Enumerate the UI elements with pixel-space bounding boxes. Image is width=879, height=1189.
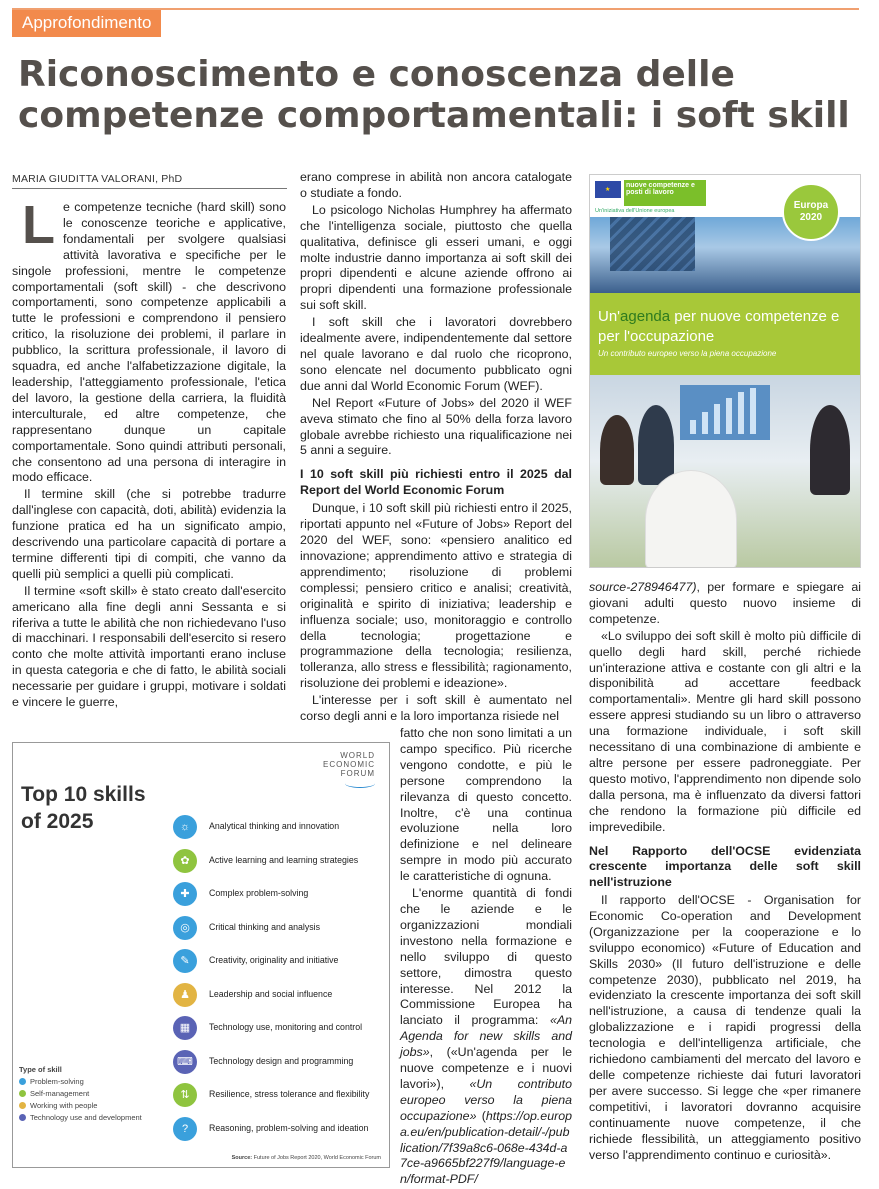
skill-item (173, 1083, 383, 1109)
skill-item (173, 815, 383, 841)
person-figure (600, 415, 634, 485)
column-2 (300, 170, 572, 726)
legend-dot-icon (19, 1114, 26, 1121)
skill-item (173, 1050, 383, 1076)
legend-item (19, 1077, 142, 1086)
column-3 (589, 580, 861, 1164)
solar-panel-shape (610, 217, 695, 271)
skill-label: Reasoning, problem-solving and ideation (209, 1122, 369, 1133)
cover-title (598, 307, 848, 347)
office-people-photo (590, 375, 860, 567)
article-title: Riconoscimento e conoscenza delle competenze comportamentali: i soft skill (18, 54, 850, 136)
legend-dot-icon (19, 1102, 26, 1109)
cover-title-highlight: agenda (620, 308, 671, 325)
infographic-source (232, 1155, 381, 1161)
paragraph-text: L'enorme quantità di fondi che le aziende e le organizzazioni mondiali investono nella formazione e nello sviluppo di questo settore, dimostra questo interesse. Nel 2012 la Commissione Europea ha lanciato il programma: (400, 886, 572, 1028)
skill-type-legend (19, 1065, 142, 1125)
program-title-en: «An Agenda for new skills and jobs» (400, 1013, 572, 1060)
skill-label: Critical thinking and analysis (209, 921, 320, 932)
logo-arc-icon (345, 779, 375, 788)
skill-label: Technology use, monitoring and control (209, 1022, 363, 1032)
wef-logo (323, 751, 375, 788)
question-icon: ? (173, 1117, 197, 1141)
group-icon: ♟ (173, 983, 197, 1007)
legend-item (19, 1113, 142, 1122)
cover-subtitle: Un contributo europeo verso la piena occupazione (598, 349, 777, 358)
paragraph: «Lo sviluppo dei soft skill è molto più difficile di quello degli hard skill, perché richiede un'interazione attiva e costante con gli altri e la disponibilità ad accettare feedback comportamentali». Mentre gli hard skill possono essere appresi studiando su un libro o attraverso una formazione individuale, i soft skill necessitano di una combinazione di ambiente e altre persone per essere padroneggiate. Per questo motivo, l'apprendimento non dipende solo dalla persona, ma è influenzato da diversi fattori che rendono la formazione più difficile ed imprevedibile. (589, 628, 861, 834)
paragraph: fatto che non sono limitati a un campo specifico. Più ricerche vengono condotte, e più le persone comprendono la rilevanza di questo concetto. Inoltre, c'è una continua evoluzione nella loro definizione e nel delineare sempre in modo più accurato le caratteristiche di ognuna. (400, 726, 572, 884)
column-2-continued (400, 726, 572, 1189)
skill-item (173, 916, 383, 942)
badge-year: 2020 (799, 212, 823, 223)
skill-item (173, 882, 383, 908)
skill-label: Leadership and social influence (209, 988, 333, 999)
logo-line: ECONOMIC (323, 760, 375, 769)
source-link[interactable]: https://op.europa.eu/en/publication-detail/-/publication/7f39a8c6-068e-434d-a7ce-a9665bf227f9/language-en/format-PDF/ (400, 1108, 572, 1187)
infographic-title: Top 10 skills of 2025 (21, 783, 146, 833)
pencil-icon: ✎ (173, 949, 197, 973)
paragraph: L'interesse per i soft skill è aumentato nel corso degli anni e la loro importanza risiede nel (300, 693, 572, 724)
paragraph (400, 886, 572, 1188)
legend-item (19, 1089, 142, 1098)
paragraph: Dunque, i 10 soft skill più richiesti entro il 2025, riportati appunto nel «Future of Jobs» Report del 2020 del WEF, sono: «pensiero analitico ed innovazione; apprendimento attivo e strategia di apprendimento; risoluzione di problemi complessi; pensiero critico e analisi; creatività, originalità e spirito di iniziativa; leadership e influenza sociale; uso, monitoraggio e controllo della tecnologia; progettazione e programmazione della tecnologia; resilienza, tolleranza, allo stress e flessibilità; ragionamento, risoluzione dei problemi e ideazione». (300, 501, 572, 691)
legend-label: Technology use and development (30, 1113, 142, 1122)
legend-items (19, 1077, 142, 1122)
logo-line: WORLD (340, 751, 375, 760)
drop-cap: L (22, 195, 55, 255)
legend-label: Self-management (30, 1089, 90, 1098)
source-link[interactable]: source-278946477) (589, 580, 697, 594)
paragraph: Il rapporto dell'OCSE - Organisation for Economic Co-operation and Development (Organizzazione per la cooperazione e lo sviluppo economico) «Future of Education and Skills 2030» (Il futuro dell'istruzione e delle competenze 2030), pubblicato nel 2019, ha evidenziato la crescente importanza dei soft skill nell'istruzione, a causa di tendenze quali la globalizzazione e i rapidi progressi della tecnologia e dell'intelligenza artificiale, che richiedono cambiamenti del mercato del lavoro e delle competenze richieste dai futuri lavoratori per avere successo. Si legge che «per rimanere competitivi, i lavoratori dovranno acquisire continuamente nuove competenze, il che richiede flessibilità, un atteggiamento positivo verso l'apprendimento continuo e curiosità». (589, 893, 861, 1162)
paragraph: Il termine «soft skill» è stato creato dall'esercito americano alla fine degli anni Sessanta e si riferiva a tutte le abilità che non richiedevano l'uso di macchinari. I responsabili dell'esercito si resero conto che molte attività importanti erano incluse in questa categoria e che di fatto, le abilità sociali necessarie per guidare i gruppi, motivare i soldati e vincere le guerre, (12, 583, 286, 710)
badge-text: Europa (793, 200, 829, 211)
puzzle-icon: ✚ (173, 882, 197, 906)
skill-item (173, 949, 383, 975)
arrows-icon: ⇅ (173, 1083, 197, 1107)
legend-label: Working with people (30, 1101, 98, 1110)
skill-label: Active learning and learning strategies (209, 854, 359, 865)
skill-label: Complex problem-solving (209, 888, 309, 898)
author-byline: MARIA GIUDITTA VALORANI, PhD (12, 173, 287, 189)
cover-title-text: Un' (598, 308, 621, 325)
source-text: Future of Jobs Report 2020, World Economic Forum (253, 1155, 381, 1161)
paragraph: erano comprese in abilità non ancora catalogate o studiate a fondo. (300, 170, 572, 200)
paragraph: Il termine skill (che si potrebbe tradurre dall'inglese con capacità, doti, abilità) evidenzia la funzione pratica ed ha un significato ampio, descrivendo una particolare capacità di portare a termine differenti tipi di compiti, che vanno da quelli più semplici a quelli più complicati. (12, 487, 286, 581)
skill-label: Creativity, originality and initiative (209, 955, 339, 965)
person-figure (645, 470, 737, 568)
skill-item (173, 1016, 383, 1042)
person-figure (810, 405, 850, 495)
paragraph (589, 580, 861, 628)
lightbulb-icon: ☼ (173, 815, 197, 839)
logo-line: FORUM (340, 769, 375, 778)
person-figure (638, 405, 674, 485)
agenda-cover-image (589, 174, 861, 568)
paragraph (12, 195, 286, 486)
cover-program-label: nuove competenze e posti di lavoro (624, 180, 706, 206)
skill-item (173, 983, 383, 1009)
paragraph-text: ( (476, 1108, 486, 1123)
paragraph: Nel Report «Future of Jobs» del 2020 il WEF aveva stimato che fino al 50% della forza lavoro globale avrebbe richiesto una riqualificazione nei 5 anni a seguire. (300, 395, 572, 458)
wef-top10-skills-infographic (12, 742, 390, 1168)
section-heading: Nel Rapporto dell'OCSE evidenziata crescente importanza delle soft skill nell'istruzione (589, 843, 861, 889)
cover-title-text: per nuove competenze e per l'occupazione (598, 308, 840, 345)
skill-item (173, 849, 383, 875)
europa-2020-badge (782, 183, 840, 241)
section-heading: I 10 soft skill più richiesti entro il 2025 dal Report del World Economic Forum (300, 467, 572, 497)
skill-label: Technology design and programming (209, 1055, 354, 1066)
skill-item (173, 1117, 383, 1143)
program-title-it: «Un contributo europeo verso la piena occupazione» (400, 1076, 573, 1123)
legend-title: Type of skill (19, 1065, 62, 1074)
paragraph-text: e competenze tecniche (hard skill) sono le conoscenze teoriche e applicative, fondamentali per svolgere qualsiasi attività lavorativa e specifiche per le singole professioni, mentre le competenze comportamentali (soft skill) - che descrivono comportamenti, sono competenze applicabili a tutte le professioni e comprendono il pensiero critico, la risoluzione dei problemi, il parlare in pubblico, la scrittura professionale, il lavoro di squadra, ed anche l'alfabetizzazione digitale, la leadership, l'atteggiamento professionale, l'etica del lavoro, la gestione della carriera, la fluidità interculturale, ed altre competenze, che rappresentano dunque un capitale comportamentale. Sono quindi attributi personali, che consentono ad una persona di interagire in modo efficace. (12, 200, 286, 485)
chip-icon: ▦ (173, 1016, 197, 1040)
paragraph: I soft skill che i lavoratori dovrebbero idealmente avere, indipendentemente dal settore nel quale lavorano e dal ruolo che ricoprono, sono elencate nel documento pubblicato ogni due anni dal World Economic Forum (WEF). (300, 315, 572, 393)
cover-tagline: Un'iniziativa dell'Unione europea (595, 208, 675, 214)
source-label: Source: (231, 1155, 253, 1161)
eu-flag-icon: ★ (595, 181, 621, 198)
learning-icon: ✿ (173, 849, 197, 873)
magnifier-icon: ◎ (173, 916, 197, 940)
legend-dot-icon (19, 1090, 26, 1097)
presentation-screen (680, 385, 770, 440)
legend-dot-icon (19, 1078, 26, 1085)
skill-label: Resilience, stress tolerance and flexibility (209, 1089, 370, 1099)
code-icon: ⌨ (173, 1050, 197, 1074)
paragraph-text: , («Un'agenda per le nuove competenze e i nuovi lavori»), (400, 1045, 572, 1091)
skill-label: Analytical thinking and innovation (209, 821, 340, 831)
paragraph: Lo psicologo Nicholas Humphrey ha affermato che l'intelligenza sociale, piuttosto che quella qualitativa, definisce gli esseri umani, e oggi molte industrie danno importanza ai soft skill dei propri dipendenti e alcune aziende offrono ai propri dipendenti una formazione professionale sui soft skill. (300, 202, 572, 313)
legend-label: Problem-solving (30, 1077, 84, 1086)
column-1 (12, 195, 286, 712)
paragraph-text: , per formare e spiegare ai giovani adulti questo nuovo insieme di competenze. (589, 580, 861, 626)
section-tag: Approfondimento (12, 10, 161, 37)
legend-item (19, 1101, 142, 1110)
